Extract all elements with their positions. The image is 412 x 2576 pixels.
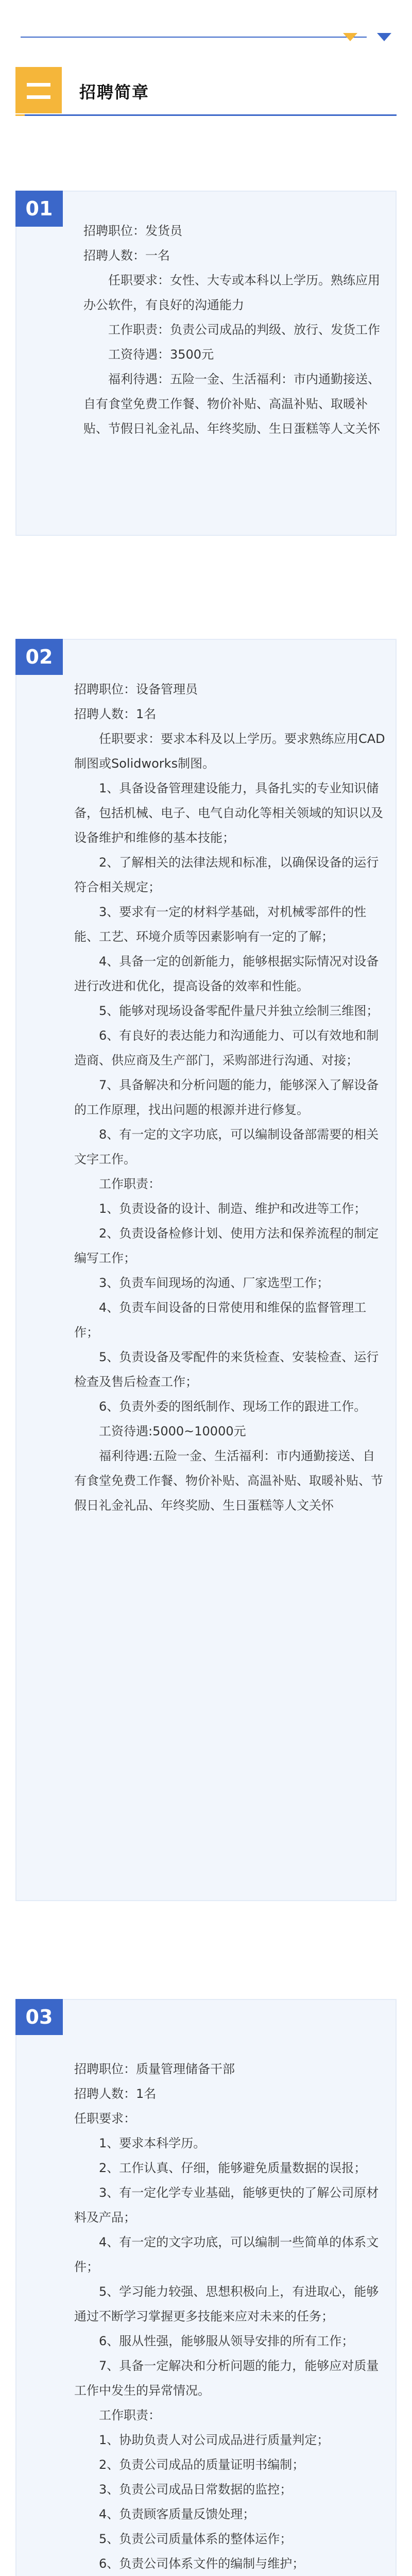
job-line: 7、具备解决和分析问题的能力，能够深入了解设备的工作原理，找出问题的根源并进行修复。	[74, 1078, 379, 1117]
job-line: 1、具备设备管理建设能力，具备扎实的专业知识储备，包括机械、电子、电气自动化等相关领域的知识以及设备维护和维修的基本技能；	[74, 781, 383, 845]
job-line: 工作职责：	[99, 2408, 161, 2422]
blue-triangle-icon	[377, 33, 391, 41]
job-line: 3、要求有一定的材料学基础，对机械零部件的性能、工艺、环境介质等因素影响有一定的了解；	[74, 905, 367, 944]
section-number-badge: 02	[15, 639, 63, 675]
page-title: 招聘简章	[79, 82, 150, 102]
section-number-badge: 01	[15, 191, 63, 227]
job-line: 5、负责设备及零配件的来货检查、安装检查、运行检查及售后检查工作；	[74, 1350, 379, 1389]
job-line: 任职要求：	[74, 2111, 136, 2126]
job-line: 工资待遇:5000~10000元	[99, 1424, 246, 1438]
top-decor-line	[21, 37, 367, 38]
section-content	[74, 2057, 385, 2576]
job-line: 4、负责顾客质量反馈处理；	[99, 2507, 255, 2521]
job-line: 工作职责：负责公司成品的判级、放行、发货工作	[108, 323, 380, 337]
section-content	[74, 677, 385, 1518]
job-line: 招聘职位：质量管理储备干部	[74, 2062, 235, 2076]
job-line: 5、能够对现场设备零配件量尺并独立绘制三维图；	[99, 1004, 379, 1018]
header-underline-accent	[15, 114, 25, 116]
job-line: 5、学习能力较强、思想积极向上，有进取心，能够通过不断学习掌握更多技能来应对未来的任务；	[74, 2284, 379, 2324]
top-decor	[343, 33, 391, 41]
job-line: 6、有良好的表达能力和沟通能力、可以有效地和制造商、供应商及生产部门，采购部进行沟通、对接；	[74, 1028, 379, 1067]
job-line: 1、协助负责人对公司成品进行质量判定；	[99, 2433, 330, 2447]
job-section-3	[15, 1999, 397, 2576]
job-line: 1、要求本科学历。	[99, 2136, 206, 2150]
job-line: 招聘人数：一名	[83, 248, 170, 263]
job-line: 6、负责外委的图纸制作、现场工作的跟进工作。	[99, 1399, 367, 1414]
job-line: 2、负责设备检修计划、使用方法和保养流程的制定编写工作；	[74, 1226, 379, 1265]
job-line: 招聘职位：发货员	[83, 224, 182, 238]
job-line: 2、了解相关的法律法规和标准，以确保设备的运行符合相关规定；	[74, 855, 379, 894]
job-line: 任职要求：女性、大专或本科以上学历。熟练应用办公软件，有良好的沟通能力	[83, 273, 380, 312]
job-line: 3、负责车间现场的沟通、厂家选型工作；	[99, 1276, 330, 1290]
job-line: 任职要求：要求本科及以上学历。要求熟练应用CAD制图或Solidworks制图。	[74, 732, 385, 771]
job-line: 3、负责公司成品日常数据的监控；	[99, 2482, 293, 2497]
job-line: 4、具备一定的创新能力，能够根据实际情况对设备进行改进和优化，提高设备的效率和性能。	[74, 954, 379, 993]
job-line: 8、有一定的文字功底，可以编制设备部需要的相关文字工作。	[74, 1127, 379, 1166]
job-line: 2、工作认真、仔细，能够避免质量数据的误报；	[99, 2161, 367, 2175]
yellow-triangle-icon	[343, 33, 357, 41]
job-line: 3、有一定化学专业基础，能够更快的了解公司原材料及产品；	[74, 2185, 379, 2225]
job-line: 工资待遇：3500元	[108, 347, 214, 362]
menu-icon	[15, 67, 62, 113]
section-content	[83, 218, 385, 441]
job-line: 4、负责车间设备的日常使用和维保的监督管理工作；	[74, 1300, 367, 1340]
job-line: 福利待遇：五险一金、生活福利：市内通勤接送、自有食堂免费工作餐、物价补贴、高温补贴、取暖补贴、节假日礼金礼品、年终奖励、生日蛋糕等人文关怀	[83, 372, 380, 436]
job-line: 招聘人数：1名	[74, 707, 157, 721]
job-line: 6、负责公司体系文件的编制与维护；	[99, 2556, 305, 2571]
job-line: 7、具备一定解决和分析问题的能力，能够应对质量工作中发生的异常情况。	[74, 2359, 379, 2398]
job-line: 工作职责：	[99, 1177, 161, 1191]
job-line: 1、负责设备的设计、制造、维护和改进等工作；	[99, 1201, 367, 1216]
job-line: 2、负责公司成品的质量证明书编制；	[99, 2458, 305, 2472]
job-line: 招聘职位：设备管理员	[74, 682, 198, 697]
job-line: 福利待遇:五险一金、生活福利：市内通勤接送、自有食堂免费工作餐、物价补贴、高温补贴、取暖补贴、节假日礼金礼品、年终奖励、生日蛋糕等人文关怀	[74, 1449, 383, 1513]
job-section-1	[15, 191, 397, 536]
job-line: 6、服从性强，能够服从领导安排的所有工作；	[99, 2334, 354, 2348]
page-header	[15, 67, 397, 116]
section-number-badge: 03	[15, 1999, 63, 2035]
job-section-2	[15, 639, 397, 1901]
job-line: 4、有一定的文字功底，可以编制一些简单的体系文件；	[74, 2235, 379, 2274]
job-line: 招聘人数：1名	[74, 2087, 157, 2101]
job-line: 5、负责公司质量体系的整体运作；	[99, 2532, 293, 2546]
header-underline	[15, 114, 397, 116]
